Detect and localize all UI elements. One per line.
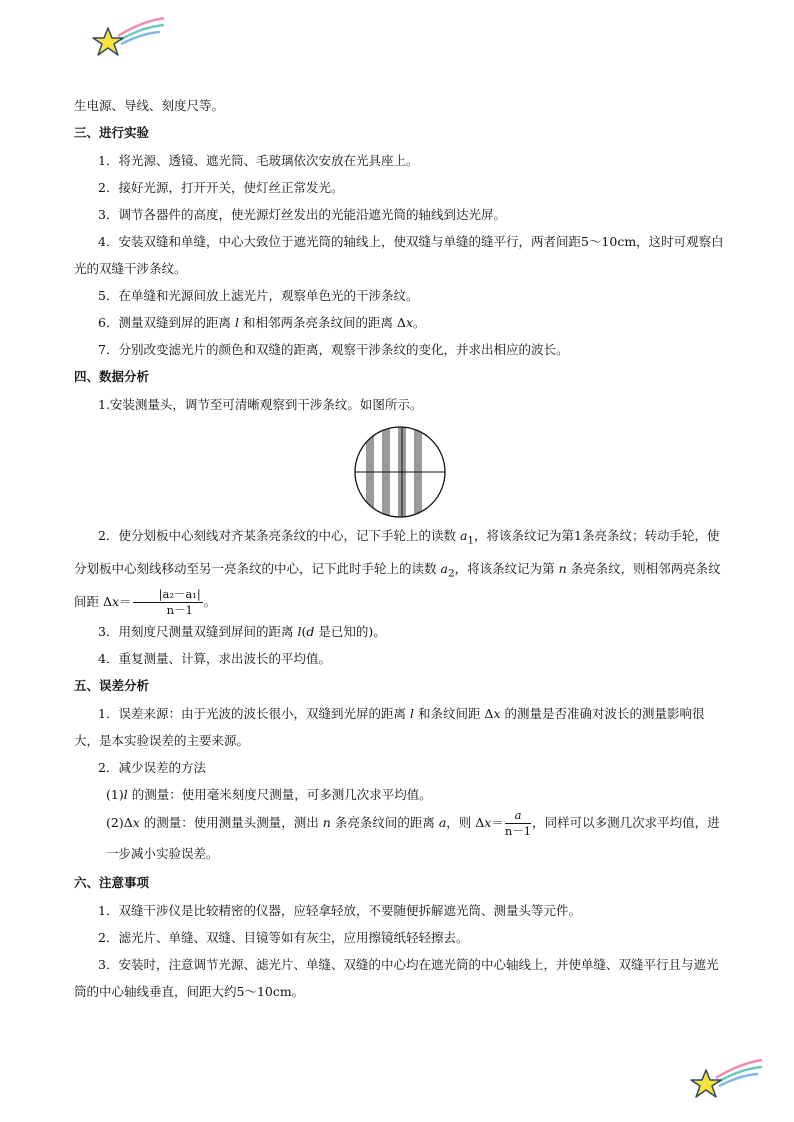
- note-item-2: 2．滤光片、单缝、双缝、目镜等如有灰尘，应用擦镜纸轻轻擦去。: [98, 930, 469, 945]
- average-fraction: $\frac{a}{n-1}$: [504, 808, 532, 838]
- spacing-fraction: $\frac{\text{|a₂－a₁|}}{n-1}$: [133, 587, 203, 618]
- fringe-diagram: [352, 424, 448, 520]
- interference-fringe-figure: [74, 424, 724, 520]
- note-item-3: 3．安装时，注意调节光源、滤光片、单缝、双缝的中心均在遮光筒的中心轴线上，并使单缝、双缝平行且与遮光筒的中心轴线垂直，间距大约5～10cm。: [74, 957, 719, 999]
- error-item-1: 1．误差来源：由于光波的波长很小，双缝到光屏的距离 l 和条纹间距 Δx 的测量是否准确对波长的测量影响很大，是本实验误差的主要来源。: [74, 706, 705, 748]
- analysis-item-4: 4．重复测量、计算，求出波长的平均值。: [98, 651, 331, 666]
- step-3: 3．调节各器件的高度，使光源灯丝发出的光能沿遮光筒的轴线到达光屏。: [98, 207, 506, 222]
- analysis-item-1: 1.安装测量头，调节至可清晰观察到干涉条纹。如图所示。: [98, 397, 423, 412]
- analysis-item-3: 3．用刻度尺测量双缝到屏间的距离 l(d 是已知的)。: [98, 624, 386, 639]
- continuation-line: 生电源、导线、刻度尺等。: [74, 98, 225, 113]
- step-2: 2．接好光源，打开开关，使灯丝正常发光。: [98, 180, 344, 195]
- section-title-error-analysis: 五、误差分析: [74, 678, 150, 693]
- step-1: 1．将光源、透镜、遮光筒、毛玻璃依次安放在光具座上。: [98, 153, 419, 168]
- document-body: [74, 92, 724, 1005]
- section-title-notes: 六、注意事项: [74, 875, 150, 890]
- section-title-experiment: 三、进行实验: [74, 125, 150, 140]
- analysis-item-2: 2．使分划板中心刻线对齐某条亮条纹的中心，记下手轮上的读数 $a_1$，将该条纹记为第1条亮条纹；转动手轮，使分划板中心刻线移动至另一亮条纹的中心，记下此时手轮上的读数 $a_2$，将该条纹记为第 n 条亮条纹，则相邻两亮条纹间距 Δx＝ $\frac{\text{|a₂－a₁|}}{n-1}$ 。: [74, 528, 721, 617]
- shooting-star-icon: [88, 14, 166, 60]
- step-7: 7．分别改变滤光片的颜色和双缝的距离，观察干涉条纹的变化，并求出相应的波长。: [98, 342, 569, 357]
- error-item-2: 2．减少误差的方法: [98, 760, 206, 775]
- step-5: 5．在单缝和光源间放上滤光片，观察单色光的干涉条纹。: [98, 288, 419, 303]
- section-title-data-analysis: 四、数据分析: [74, 369, 150, 384]
- note-item-1: 1．双缝干涉仪是比较精密的仪器，应轻拿轻放，不要随便拆解遮光筒、测量头等元件。: [98, 903, 581, 918]
- error-subitem-2: (2)Δx 的测量：使用测量头测量，测出 n 条亮条纹间的距离 a，则 Δx＝ $\frac{a}{n-1}$ ，同样可以多测几次求平均值，进一步减小实验误差。: [106, 808, 720, 861]
- step-6: 6．测量双缝到屏的距离 l 和相邻两条亮条纹间的距离 Δx。: [98, 315, 426, 330]
- shooting-star-icon: [686, 1056, 764, 1102]
- step-4: 4．安装双缝和单缝，中心大致位于遮光筒的轴线上，使双缝与单缝的缝平行，两者间距5～10cm，这时可观察白光的双缝干涉条纹。: [74, 234, 724, 276]
- error-subitem-1: (1)l 的测量：使用毫米刻度尺测量，可多测几次求平均值。: [106, 787, 432, 802]
